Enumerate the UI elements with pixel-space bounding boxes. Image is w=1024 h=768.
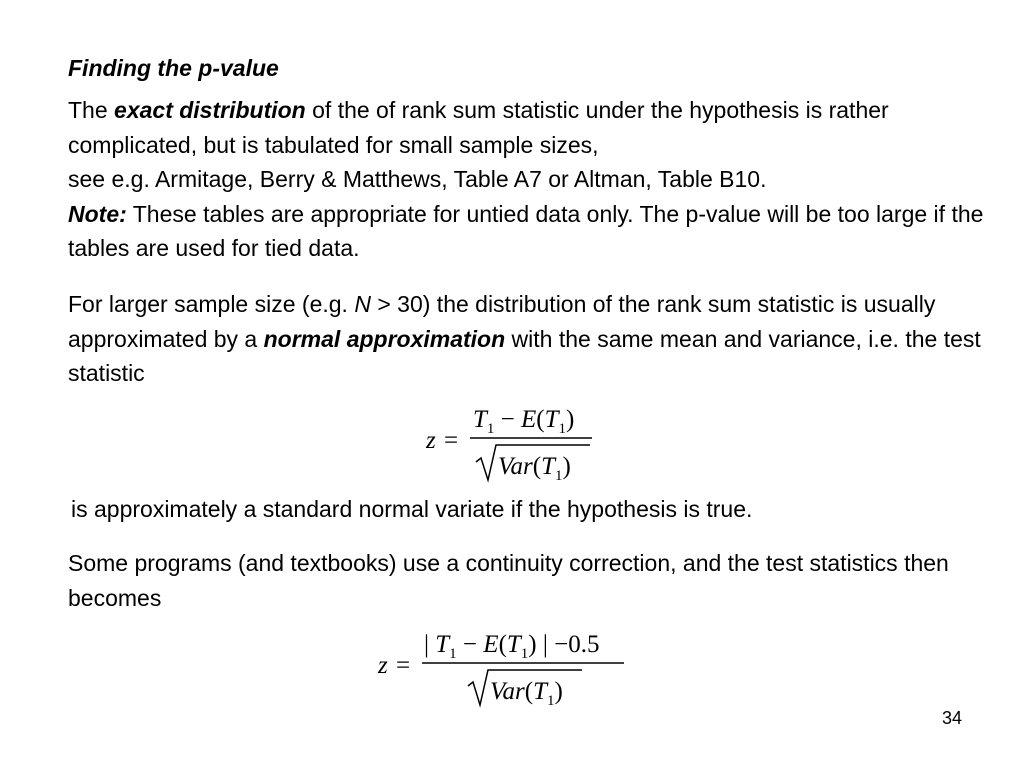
formula2-equals: =: [396, 652, 411, 679]
formula1-equals: =: [444, 427, 459, 454]
formula1-z: z: [426, 427, 436, 454]
formula-z-continuity: [376, 626, 636, 719]
p2-text-3: with the same mean and variance, i.e. the test statistic: [68, 325, 981, 386]
formula2-numerator: | $T_1 - E(T_1)$ | −0.5: [424, 631, 600, 662]
page-number: 34: [941, 708, 962, 728]
formula-z-continuity-svg: [376, 626, 636, 712]
p1-text-1: The: [68, 97, 115, 123]
p1-text-2: of the of rank sum statistic under the hypothesis is rather complicated, but is tabulated for small sample sizes,: [68, 97, 889, 158]
p1-note-label: Note:: [68, 200, 127, 227]
formula1-numerator: $T_1 - E(T_1)$: [473, 406, 575, 437]
p2-n-symbol: N: [354, 291, 371, 317]
paragraph-exact-distribution: [68, 93, 998, 266]
p1-exact-distribution: exact distribution: [114, 97, 306, 123]
formula1-denominator: $Var(T_1)$: [498, 453, 571, 484]
formula-z-statistic: [424, 400, 614, 493]
p1-reference-line: see e.g. Armitage, Berry & Matthews, Table A7 or Altman, Table B10.: [68, 166, 767, 192]
paragraph-standard-normal: is approximately a standard normal variate if the hypothesis is true.: [71, 496, 753, 522]
formula2-z: z: [378, 652, 388, 679]
formula-z-statistic-svg: [424, 400, 614, 486]
formula2-denominator: $Var(T_1)$: [490, 678, 563, 709]
paragraph-continuity-correction: Some programs (and textbooks) use a continuity correction, and the test statistics then becomes: [68, 550, 949, 611]
p2-text-1: For larger sample size (e.g.: [68, 291, 355, 317]
p2-text-2: > 30) the distribution of the rank sum statistic is usually approximated by a: [68, 291, 936, 352]
p1-note-text: These tables are appropriate for untied data only. The p-value will be too large if the tables are used for tied data.: [68, 200, 984, 261]
slide-heading: Finding the p-value: [68, 55, 279, 81]
paragraph-normal-approximation: [68, 287, 998, 391]
p2-normal-approximation: normal approximation: [263, 325, 506, 352]
